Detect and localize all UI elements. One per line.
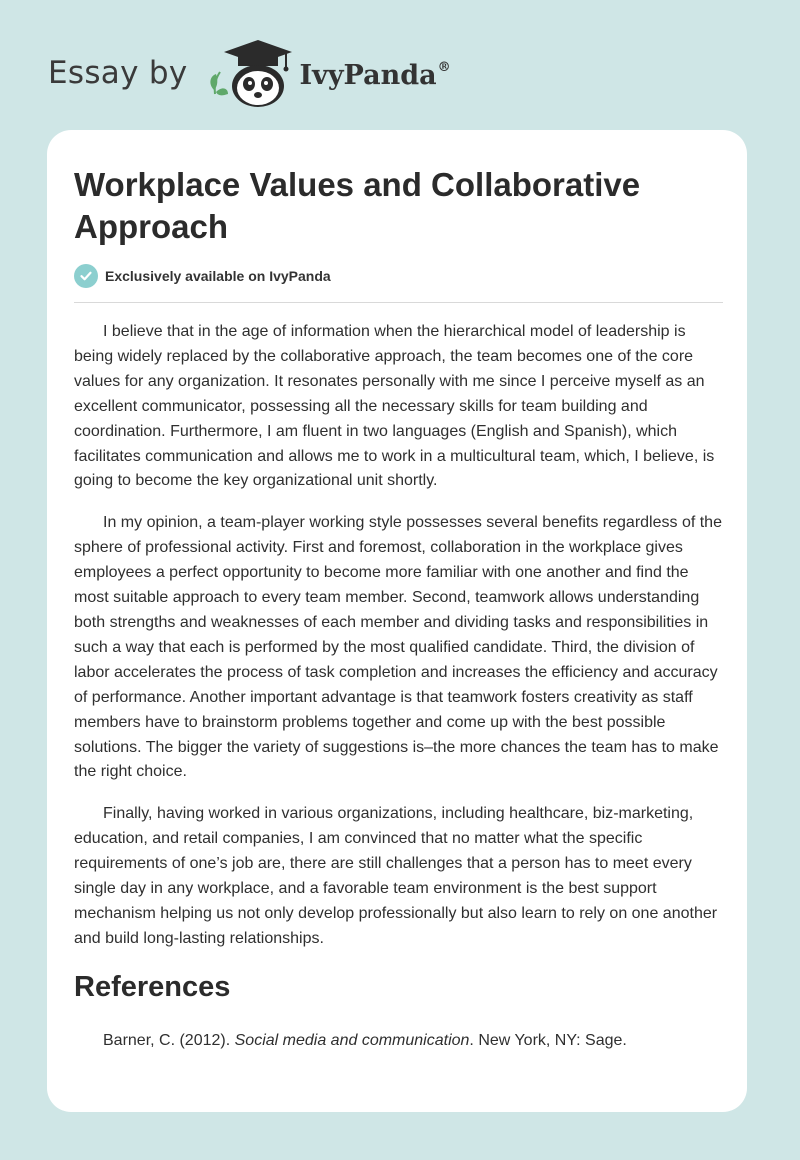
exclusive-badge-text: Exclusively available on IvyPanda bbox=[105, 268, 331, 284]
essay-by-label: Essay by bbox=[48, 55, 188, 91]
essay-card bbox=[47, 130, 747, 1112]
site-header bbox=[48, 36, 451, 110]
brand-name[interactable]: IvyPanda® bbox=[299, 59, 451, 91]
references-heading: References bbox=[74, 970, 231, 1003]
reference-publisher: . New York, NY: Sage. bbox=[469, 1031, 627, 1049]
paragraph: Finally, having worked in various organizations, including healthcare, biz-marketing, education, and retail companies, I am convinced that no matter what the specific requirements of one’s job are, there are still challenges that a person has to meet every single day in any workplace, and a favorable team environment is the best support mechanism helping us not only develop professionally but also learn to rely on one another and build long-lasting relationships. bbox=[74, 805, 718, 947]
reference-title: Social media and communication bbox=[234, 1031, 470, 1049]
title-divider bbox=[74, 302, 723, 303]
reference-authors: Barner, C. (2012). bbox=[103, 1031, 235, 1049]
paragraph: In my opinion, a team-player working style possesses several benefits regardless of the sphere of professional activity. First and foremost, collaboration in the workplace gives employees a perfect opportunity to become more familiar with one another and find the most suitable approach to every team member. Second, teamwork allows understanding both strengths and weaknesses of each member and dividing tasks and responsibilities in such a way that each is performed by the most qualified candidate. Third, the division of labor accelerates the process of task completion and increases the efficiency and accuracy of performance. Another important advantage is that teamwork fosters creativity as staff members have to brainstorm problems together and come up with the best possible solutions. The bigger the variety of suggestions is–the more chances the team has to make the right choice. bbox=[74, 514, 722, 781]
exclusive-badge bbox=[74, 264, 331, 288]
paragraph: I believe that in the age of information when the hierarchical model of leadership is being widely replaced by the collaborative approach, the team becomes one of the core values for any organization. It resonates personally with me since I perceive myself as an excellent communicator, possessing all the necessary skills for team building and coordination. Furthermore, I am fluent in two languages (English and Spanish), which facilitates communication and allows me to work in a multicultural team, which, I believe, is going to become the key organizational unit shortly. bbox=[74, 323, 715, 490]
check-icon bbox=[74, 264, 98, 288]
reference-item bbox=[74, 1029, 726, 1053]
leaf-icon bbox=[210, 72, 228, 95]
essay-body bbox=[74, 320, 726, 1053]
page-title: Workplace Values and Collaborative Approach bbox=[74, 166, 641, 245]
registered-mark: ® bbox=[437, 59, 451, 75]
panda-logo-icon[interactable] bbox=[202, 36, 294, 110]
